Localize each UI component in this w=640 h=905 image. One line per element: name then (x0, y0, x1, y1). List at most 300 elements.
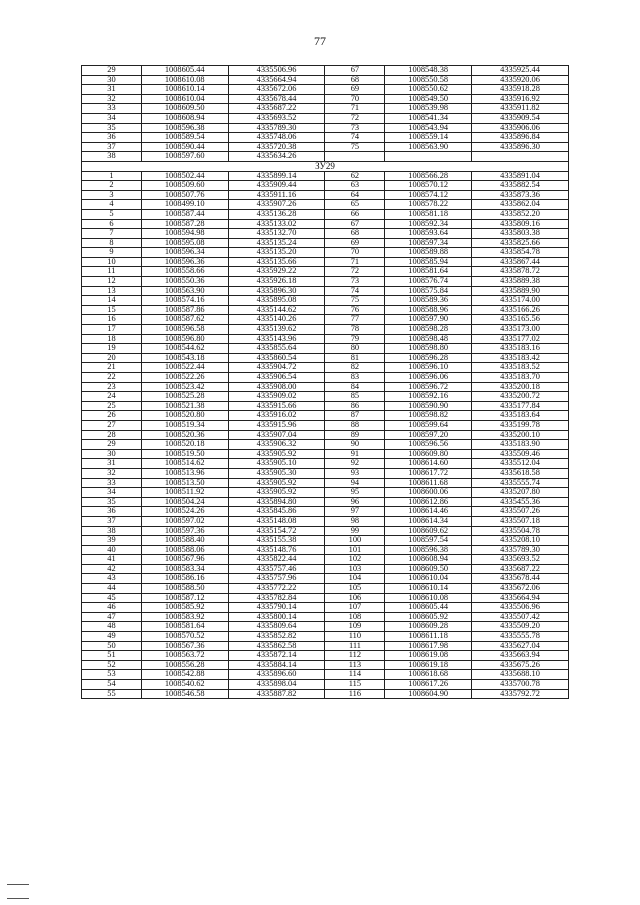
point-number-cell: 31 (82, 459, 142, 469)
point-number-cell: 33 (82, 478, 142, 488)
point-number-cell: 105 (325, 584, 385, 594)
x-coordinate-cell: 1008609.28 (385, 622, 472, 632)
point-number-cell: 36 (82, 133, 142, 143)
x-coordinate-cell: 1008521.38 (141, 401, 228, 411)
x-coordinate-cell: 1008596.28 (385, 353, 472, 363)
y-coordinate-cell: 4335909.02 (228, 392, 325, 402)
y-coordinate-cell: 4335509.46 (472, 449, 569, 459)
y-coordinate-cell: 4335898.04 (228, 680, 325, 690)
table-row (82, 334, 569, 344)
y-coordinate-cell: 4335504.78 (472, 526, 569, 536)
y-coordinate-cell: 4335512.04 (472, 459, 569, 469)
point-number-cell: 39 (82, 536, 142, 546)
y-coordinate-cell: 4335148.08 (228, 516, 325, 526)
x-coordinate-cell: 1008563.90 (385, 142, 472, 152)
point-number-cell: 93 (325, 468, 385, 478)
table-row (82, 670, 569, 680)
point-number-cell: 78 (325, 325, 385, 335)
point-number-cell: 55 (82, 689, 142, 699)
y-coordinate-cell: 4335896.84 (472, 133, 569, 143)
point-number-cell: 72 (325, 267, 385, 277)
y-coordinate-cell: 4335854.78 (472, 248, 569, 258)
table-row (82, 603, 569, 613)
y-coordinate-cell: 4335852.82 (228, 632, 325, 642)
point-number-cell: 75 (325, 142, 385, 152)
point-number-cell: 20 (82, 353, 142, 363)
y-coordinate-cell: 4335455.36 (472, 497, 569, 507)
y-coordinate-cell: 4335678.44 (472, 574, 569, 584)
y-coordinate-cell: 4335748.06 (228, 133, 325, 143)
table-row (82, 286, 569, 296)
point-number-cell: 76 (325, 305, 385, 315)
y-coordinate-cell: 4335757.46 (228, 564, 325, 574)
y-coordinate-cell: 4335803.38 (472, 229, 569, 239)
y-coordinate-cell: 4335905.30 (228, 468, 325, 478)
point-number-cell: 4 (82, 200, 142, 210)
point-number-cell: 104 (325, 574, 385, 584)
point-number-cell: 15 (82, 305, 142, 315)
x-coordinate-cell: 1008507.76 (141, 190, 228, 200)
y-coordinate-cell: 4335899.14 (228, 171, 325, 181)
y-coordinate-cell: 4335664.94 (472, 593, 569, 603)
y-coordinate-cell: 4335862.04 (472, 200, 569, 210)
x-coordinate-cell: 1008597.20 (385, 430, 472, 440)
point-number-cell: 108 (325, 612, 385, 622)
point-number-cell: 9 (82, 248, 142, 258)
y-coordinate-cell: 4335174.00 (472, 296, 569, 306)
point-number-cell: 114 (325, 670, 385, 680)
point-number-cell: 66 (325, 209, 385, 219)
point-number-cell: 24 (82, 392, 142, 402)
y-coordinate-cell: 4335884.14 (228, 660, 325, 670)
point-number-cell: 62 (325, 171, 385, 181)
point-number-cell: 44 (82, 584, 142, 594)
x-coordinate-cell: 1008617.26 (385, 680, 472, 690)
x-coordinate-cell: 1008605.44 (385, 603, 472, 613)
point-number-cell: 28 (82, 430, 142, 440)
x-coordinate-cell: 1008614.60 (385, 459, 472, 469)
x-coordinate-cell: 1008566.28 (385, 171, 472, 181)
point-number-cell: 82 (325, 363, 385, 373)
y-coordinate-cell: 4335207.80 (472, 488, 569, 498)
x-coordinate-cell: 1008610.08 (385, 593, 472, 603)
x-coordinate-cell: 1008596.38 (385, 545, 472, 555)
table-row (82, 651, 569, 661)
x-coordinate-cell: 1008593.64 (385, 229, 472, 239)
y-coordinate-cell: 4335904.72 (228, 363, 325, 373)
x-coordinate-cell: 1008614.34 (385, 516, 472, 526)
y-coordinate-cell: 4335867.44 (472, 257, 569, 267)
x-coordinate-cell: 1008523.42 (141, 382, 228, 392)
point-number-cell: 85 (325, 392, 385, 402)
point-number-cell: 97 (325, 507, 385, 517)
x-coordinate-cell: 1008596.10 (385, 363, 472, 373)
x-coordinate-cell: 1008609.50 (141, 104, 228, 114)
x-coordinate-cell: 1008543.18 (141, 353, 228, 363)
y-coordinate-cell: 4335555.74 (472, 478, 569, 488)
point-number-cell: 86 (325, 401, 385, 411)
point-number-cell: 98 (325, 516, 385, 526)
y-coordinate-cell: 4335183.16 (472, 344, 569, 354)
point-number-cell: 29 (82, 440, 142, 450)
x-coordinate-cell: 1008610.14 (141, 85, 228, 95)
point-number-cell: 74 (325, 286, 385, 296)
x-coordinate-cell: 1008605.92 (385, 612, 472, 622)
table-row (82, 478, 569, 488)
table-row (82, 420, 569, 430)
scan-edge-mark (7, 884, 29, 885)
y-coordinate-cell: 4335925.44 (472, 66, 569, 76)
y-coordinate-cell: 4335909.54 (472, 113, 569, 123)
x-coordinate-cell: 1008581.64 (385, 267, 472, 277)
x-coordinate-cell: 1008574.16 (141, 296, 228, 306)
y-coordinate-cell: 4335916.02 (228, 411, 325, 421)
table-row (82, 373, 569, 383)
x-coordinate-cell: 1008563.90 (141, 286, 228, 296)
table-row (82, 190, 569, 200)
y-coordinate-cell: 4335148.76 (228, 545, 325, 555)
y-coordinate-cell: 4335618.58 (472, 468, 569, 478)
point-number-cell: 53 (82, 670, 142, 680)
x-coordinate-cell: 1008598.28 (385, 325, 472, 335)
x-coordinate-cell: 1008611.68 (385, 478, 472, 488)
y-coordinate-cell: 4335906.54 (228, 373, 325, 383)
y-coordinate-cell: 4335891.04 (472, 171, 569, 181)
y-coordinate-cell: 4335627.04 (472, 641, 569, 651)
x-coordinate-cell: 1008542.88 (141, 670, 228, 680)
table-row (82, 363, 569, 373)
point-number-cell: 14 (82, 296, 142, 306)
table-row (82, 315, 569, 325)
point-number-cell: 106 (325, 593, 385, 603)
point-number-cell: 12 (82, 277, 142, 287)
y-coordinate-cell: 4335789.30 (472, 545, 569, 555)
x-coordinate-cell: 1008596.06 (385, 373, 472, 383)
table-row (82, 430, 569, 440)
point-number-cell: 13 (82, 286, 142, 296)
point-number-cell: 96 (325, 497, 385, 507)
y-coordinate-cell: 4335687.22 (228, 104, 325, 114)
y-coordinate-cell: 4335911.82 (472, 104, 569, 114)
table-row (82, 555, 569, 565)
y-coordinate-cell: 4335896.30 (228, 286, 325, 296)
x-coordinate-cell: 1008550.58 (385, 75, 472, 85)
y-coordinate-cell: 4335132.70 (228, 229, 325, 239)
table-row (82, 248, 569, 258)
x-coordinate-cell: 1008514.62 (141, 459, 228, 469)
y-coordinate-cell: 4335507.42 (472, 612, 569, 622)
y-coordinate-cell: 4335183.42 (472, 353, 569, 363)
x-coordinate-cell: 1008610.04 (141, 94, 228, 104)
y-coordinate-cell: 4335155.38 (228, 536, 325, 546)
table-row (82, 440, 569, 450)
point-number-cell: 89 (325, 430, 385, 440)
point-number-cell: 31 (82, 85, 142, 95)
y-coordinate-cell: 4335140.26 (228, 315, 325, 325)
x-coordinate-cell: 1008597.90 (385, 315, 472, 325)
x-coordinate-cell: 1008597.02 (141, 516, 228, 526)
table-row (82, 123, 569, 133)
y-coordinate-cell: 4335906.06 (472, 123, 569, 133)
point-number-cell: 90 (325, 440, 385, 450)
point-number-cell: 19 (82, 344, 142, 354)
x-coordinate-cell: 1008610.14 (385, 584, 472, 594)
y-coordinate-cell: 4335896.60 (228, 670, 325, 680)
point-number-cell: 107 (325, 603, 385, 613)
point-number-cell: 33 (82, 104, 142, 114)
point-number-cell: 88 (325, 420, 385, 430)
table-row (82, 392, 569, 402)
x-coordinate-cell: 1008598.80 (385, 344, 472, 354)
y-coordinate-cell: 4335183.90 (472, 440, 569, 450)
x-coordinate-cell: 1008611.18 (385, 632, 472, 642)
point-number-cell: 42 (82, 564, 142, 574)
x-coordinate-cell: 1008583.92 (141, 612, 228, 622)
x-coordinate-cell: 1008614.46 (385, 507, 472, 517)
table-row (82, 267, 569, 277)
point-number-cell: 21 (82, 363, 142, 373)
point-number-cell: 49 (82, 632, 142, 642)
x-coordinate-cell: 1008539.98 (385, 104, 472, 114)
point-number-cell: 11 (82, 267, 142, 277)
x-coordinate-cell: 1008609.62 (385, 526, 472, 536)
y-coordinate-cell: 4335166.26 (472, 305, 569, 315)
y-coordinate-cell: 4335165.56 (472, 315, 569, 325)
table-row (82, 660, 569, 670)
x-coordinate-cell: 1008576.74 (385, 277, 472, 287)
y-coordinate-cell: 4335772.22 (228, 584, 325, 594)
point-number-cell: 8 (82, 238, 142, 248)
point-number-cell: 30 (82, 75, 142, 85)
y-coordinate-cell: 4335672.06 (228, 85, 325, 95)
point-number-cell: 70 (325, 94, 385, 104)
y-coordinate-cell: 4335693.52 (228, 113, 325, 123)
y-coordinate-cell: 4335896.30 (472, 142, 569, 152)
x-coordinate-cell: 1008586.16 (141, 574, 228, 584)
y-coordinate-cell: 4335852.20 (472, 209, 569, 219)
y-coordinate-cell: 4335855.64 (228, 344, 325, 354)
table-row (82, 75, 569, 85)
point-number-cell: 75 (325, 296, 385, 306)
x-coordinate-cell: 1008558.66 (141, 267, 228, 277)
table-row (82, 545, 569, 555)
y-coordinate-cell: 4335757.96 (228, 574, 325, 584)
x-coordinate-cell: 1008598.48 (385, 334, 472, 344)
point-number-cell: 52 (82, 660, 142, 670)
y-coordinate-cell: 4335911.16 (228, 190, 325, 200)
x-coordinate-cell: 1008597.54 (385, 536, 472, 546)
y-coordinate-cell: 4335825.66 (472, 238, 569, 248)
table-row (82, 526, 569, 536)
point-number-cell: 100 (325, 536, 385, 546)
point-number-cell: 102 (325, 555, 385, 565)
y-coordinate-cell: 4335183.70 (472, 373, 569, 383)
y-coordinate-cell: 4335720.38 (228, 142, 325, 152)
point-number-cell: 87 (325, 411, 385, 421)
page-number: 77 (314, 34, 326, 48)
x-coordinate-cell: 1008509.60 (141, 181, 228, 191)
point-number-cell: 116 (325, 689, 385, 699)
y-coordinate-cell: 4335887.82 (228, 689, 325, 699)
y-coordinate-cell: 4335895.08 (228, 296, 325, 306)
point-number-cell: 50 (82, 641, 142, 651)
table-row (82, 468, 569, 478)
point-number-cell: 99 (325, 526, 385, 536)
point-number-cell: 95 (325, 488, 385, 498)
point-number-cell: 73 (325, 123, 385, 133)
x-coordinate-cell: 1008608.94 (141, 113, 228, 123)
y-coordinate-cell: 4335144.62 (228, 305, 325, 315)
table-row (82, 401, 569, 411)
x-coordinate-cell: 1008587.12 (141, 593, 228, 603)
y-coordinate-cell: 4335894.80 (228, 497, 325, 507)
point-number-cell: 92 (325, 459, 385, 469)
point-number-cell: 67 (325, 66, 385, 76)
x-coordinate-cell: 1008513.96 (141, 468, 228, 478)
x-coordinate-cell: 1008520.80 (141, 411, 228, 421)
x-coordinate-cell: 1008541.34 (385, 113, 472, 123)
y-coordinate-cell: 4335177.84 (472, 401, 569, 411)
table-row (82, 200, 569, 210)
y-coordinate-cell: 4335915.66 (228, 401, 325, 411)
y-coordinate-cell: 4335915.96 (228, 420, 325, 430)
y-coordinate-cell: 4335789.30 (228, 123, 325, 133)
point-number-cell: 73 (325, 277, 385, 287)
y-coordinate-cell: 4335634.26 (228, 152, 325, 162)
y-coordinate-cell: 4335135.24 (228, 238, 325, 248)
x-coordinate-cell: 1008567.96 (141, 555, 228, 565)
table-row (82, 142, 569, 152)
point-number-cell: 70 (325, 248, 385, 258)
table-row (82, 209, 569, 219)
x-coordinate-cell: 1008612.86 (385, 497, 472, 507)
table-row (82, 536, 569, 546)
table-row (82, 593, 569, 603)
table-row (82, 632, 569, 642)
x-coordinate-cell: 1008563.72 (141, 651, 228, 661)
point-number-cell: 51 (82, 651, 142, 661)
y-coordinate-cell: 4335845.86 (228, 507, 325, 517)
point-number-cell: 113 (325, 660, 385, 670)
table-row (82, 94, 569, 104)
x-coordinate-cell: 1008600.06 (385, 488, 472, 498)
table-row (82, 459, 569, 469)
x-coordinate-cell: 1008504.24 (141, 497, 228, 507)
x-coordinate-cell: 1008589.88 (385, 248, 472, 258)
x-coordinate-cell: 1008502.44 (141, 171, 228, 181)
x-coordinate-cell: 1008619.08 (385, 651, 472, 661)
y-coordinate-cell: 4335506.96 (228, 66, 325, 76)
point-number-cell: 38 (82, 526, 142, 536)
x-coordinate-cell: 1008556.28 (141, 660, 228, 670)
table-row (82, 296, 569, 306)
table-row (82, 449, 569, 459)
table-row (82, 152, 569, 162)
x-coordinate-cell: 1008617.98 (385, 641, 472, 651)
x-coordinate-cell: 1008520.36 (141, 430, 228, 440)
x-coordinate-cell: 1008589.54 (141, 133, 228, 143)
point-number-cell: 81 (325, 353, 385, 363)
x-coordinate-cell: 1008587.62 (141, 315, 228, 325)
point-number-cell: 41 (82, 555, 142, 565)
point-number-cell: 101 (325, 545, 385, 555)
point-number-cell: 27 (82, 420, 142, 430)
point-number-cell: 65 (325, 200, 385, 210)
x-coordinate-cell: 1008519.50 (141, 449, 228, 459)
x-coordinate-cell: 1008605.44 (141, 66, 228, 76)
point-number-cell: 29 (82, 66, 142, 76)
table-row (82, 219, 569, 229)
x-coordinate-cell: 1008550.62 (385, 85, 472, 95)
y-coordinate-cell: 4335909.44 (228, 181, 325, 191)
table-row (82, 104, 569, 114)
x-coordinate-cell: 1008589.36 (385, 296, 472, 306)
point-number-cell: 7 (82, 229, 142, 239)
table-row (82, 238, 569, 248)
coordinates-block-zu29 (82, 171, 569, 699)
x-coordinate-cell: 1008588.06 (141, 545, 228, 555)
x-coordinate-cell: 1008587.44 (141, 209, 228, 219)
table-row (82, 133, 569, 143)
table-row (82, 66, 569, 76)
y-coordinate-cell: 4335926.18 (228, 277, 325, 287)
y-coordinate-cell: 4335907.26 (228, 200, 325, 210)
point-number-cell: 45 (82, 593, 142, 603)
point-number-cell: 1 (82, 171, 142, 181)
x-coordinate-cell: 1008588.40 (141, 536, 228, 546)
point-number-cell: 109 (325, 622, 385, 632)
x-coordinate-cell: 1008592.16 (385, 392, 472, 402)
y-coordinate-cell: 4335905.10 (228, 459, 325, 469)
table-row (82, 689, 569, 699)
x-coordinate-cell: 1008595.08 (141, 238, 228, 248)
table-row (82, 353, 569, 363)
point-number-cell: 36 (82, 507, 142, 517)
point-number-cell: 69 (325, 238, 385, 248)
point-number-cell: 112 (325, 651, 385, 661)
table-row (82, 584, 569, 594)
table-row (82, 325, 569, 335)
coordinates-block-continued (82, 66, 569, 162)
point-number-cell: 22 (82, 373, 142, 383)
point-number-cell: 32 (82, 468, 142, 478)
x-coordinate-cell: 1008597.34 (385, 238, 472, 248)
point-number-cell: 64 (325, 190, 385, 200)
y-coordinate-cell: 4335872.14 (228, 651, 325, 661)
x-coordinate-cell: 1008588.96 (385, 305, 472, 315)
point-number-cell: 77 (325, 315, 385, 325)
point-number-cell: 63 (325, 181, 385, 191)
point-number-cell: 32 (82, 94, 142, 104)
point-number-cell: 83 (325, 373, 385, 383)
y-coordinate-cell: 4335693.52 (472, 555, 569, 565)
x-coordinate-cell: 1008522.26 (141, 373, 228, 383)
table-row (82, 680, 569, 690)
y-coordinate-cell (472, 152, 569, 162)
point-number-cell: 37 (82, 142, 142, 152)
y-coordinate-cell: 4335143.96 (228, 334, 325, 344)
y-coordinate-cell: 4335154.72 (228, 526, 325, 536)
y-coordinate-cell: 4335133.02 (228, 219, 325, 229)
point-number-cell: 103 (325, 564, 385, 574)
y-coordinate-cell: 4335687.22 (472, 564, 569, 574)
y-coordinate-cell: 4335800.14 (228, 612, 325, 622)
point-number-cell: 30 (82, 449, 142, 459)
table-row (82, 574, 569, 584)
y-coordinate-cell: 4335889.90 (472, 286, 569, 296)
y-coordinate-cell: 4335873.36 (472, 190, 569, 200)
y-coordinate-cell: 4335663.94 (472, 651, 569, 661)
